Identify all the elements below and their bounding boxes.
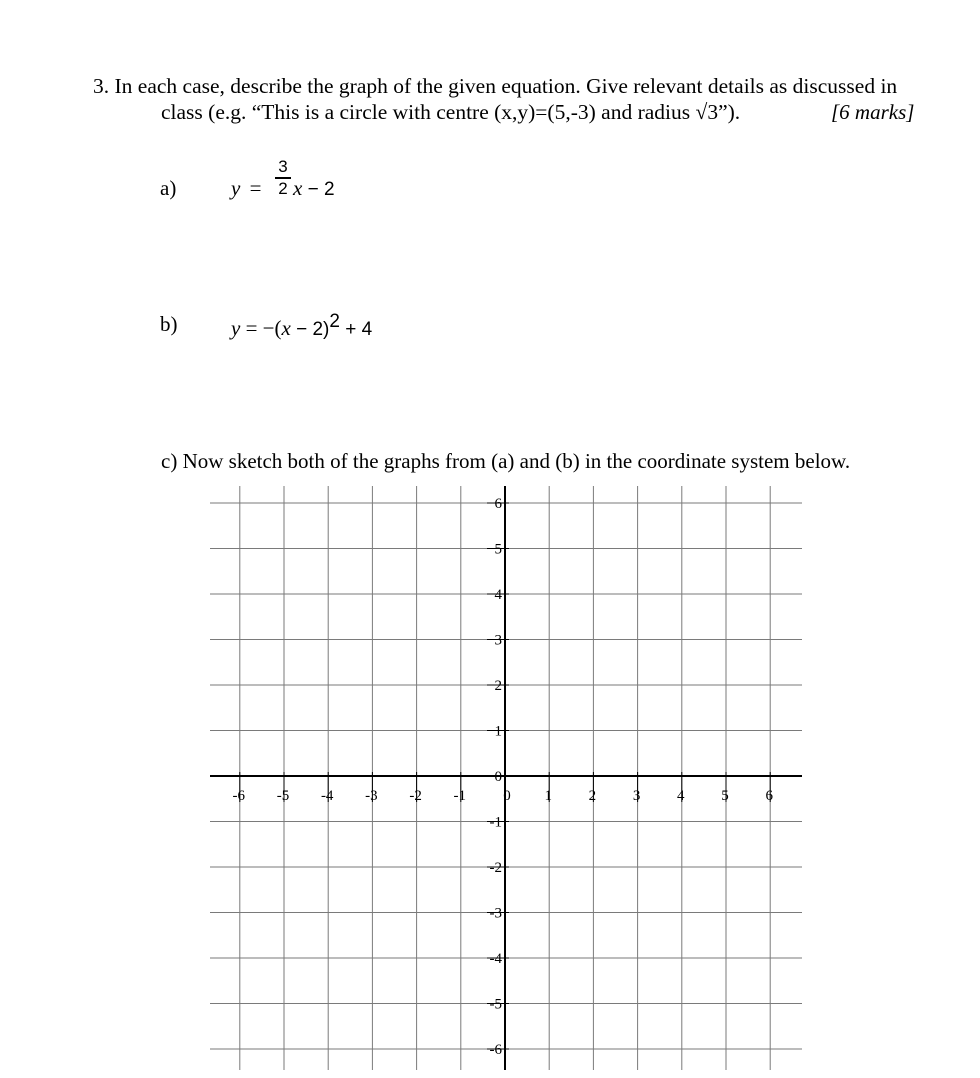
y-tick-label: -6	[489, 1042, 502, 1058]
part-c-text: c) Now sketch both of the graphs from (a) and (b) in the coordinate system below.	[161, 449, 851, 473]
question-line-2-end: 3”).	[707, 100, 741, 124]
y-tick-label: 2	[494, 678, 502, 694]
part-b-label: b)	[160, 312, 178, 336]
y-tick-label: 0	[494, 769, 502, 785]
part-a-label: a)	[160, 176, 177, 200]
equation-a-rest: − 2	[307, 179, 335, 200]
x-tick-label: -3	[365, 788, 378, 804]
y-tick-label: -5	[489, 996, 502, 1013]
equation-a-lhs: y	[231, 176, 241, 200]
equation-a-denominator: 2	[278, 178, 288, 198]
x-tick-label: -6	[232, 788, 246, 804]
equation-a-var: x	[293, 176, 303, 200]
question-line-2-text: class (e.g. “This is a circle with centre (x,y)=(5,-3) and radius	[161, 100, 696, 124]
equation-b-rest: + 4	[345, 319, 373, 340]
y-tick-label: -2	[489, 860, 502, 876]
x-tick-label: 6	[765, 788, 773, 804]
marks-label: [6 marks]	[831, 100, 915, 124]
y-tick-label: 4	[494, 587, 502, 603]
equation-b-lhs: y	[231, 316, 241, 340]
sqrt-symbol: √	[695, 100, 708, 124]
equation-a-numerator: 3	[278, 157, 288, 176]
x-tick-label: -4	[320, 788, 334, 804]
x-tick-label: 4	[677, 788, 685, 804]
equation-a-equals: =	[249, 176, 262, 200]
x-tick-label: -1	[453, 788, 467, 804]
x-tick-label: 5	[721, 788, 729, 804]
x-tick-label: 1	[544, 788, 552, 804]
equation-b-var: x	[281, 316, 291, 340]
equation-b-mid: − 2)	[296, 319, 330, 340]
y-tick-label: 1	[494, 723, 502, 740]
y-tick-label: -4	[489, 951, 502, 967]
axes	[210, 486, 802, 1070]
question-line-1: 3. In each case, describe the graph of the given equation. Give relevant details as discussed in	[93, 74, 898, 98]
x-tick-label: 2	[588, 788, 597, 804]
y-tick-label: 3	[494, 632, 502, 649]
x-tick-label: 0	[503, 788, 511, 804]
x-tick-label: -2	[409, 788, 422, 804]
y-tick-label: 5	[494, 541, 502, 558]
y-tick-label: -3	[489, 905, 502, 922]
y-tick-label: 6	[494, 496, 502, 512]
x-tick-label: 3	[632, 788, 641, 804]
equation-b-eq: = −(	[245, 316, 282, 340]
x-tick-label: -5	[276, 788, 290, 804]
y-tick-label: -1	[489, 814, 502, 831]
equation-b-exponent: 2	[329, 311, 340, 332]
